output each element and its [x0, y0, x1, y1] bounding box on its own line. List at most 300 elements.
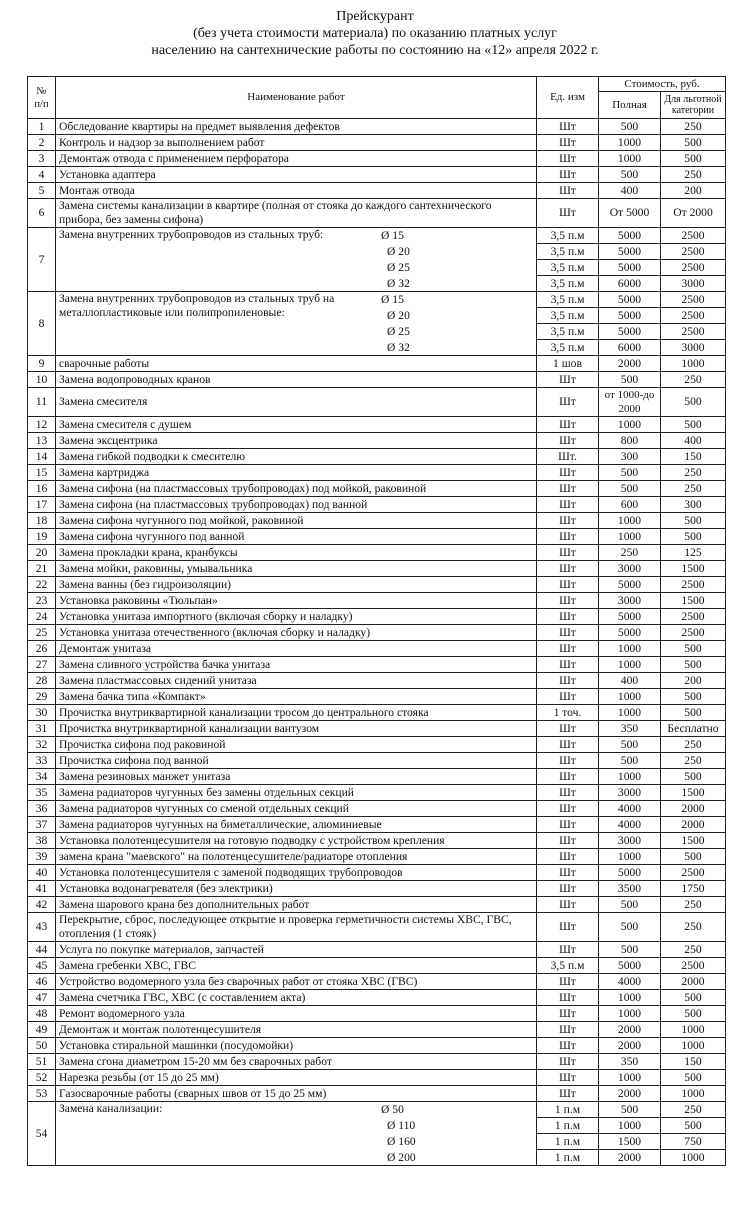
full-price-cell: от 1000-до 2000 — [599, 388, 661, 417]
table-row — [28, 372, 726, 388]
table-row — [28, 183, 726, 199]
full-price-cell: 500 — [599, 119, 661, 135]
discount-price-cell: 250 — [661, 753, 726, 769]
full-price-cell: От 5000 — [599, 199, 661, 228]
full-price-cell: 500 — [599, 465, 661, 481]
table-row — [28, 705, 726, 721]
table-row — [28, 119, 726, 135]
unit-cell: Шт — [537, 1086, 599, 1102]
work-name: Замена бачка типа «Компакт» — [56, 689, 537, 705]
work-name: Замена системы канализации в квартире (полная от стояка до каждого сантехнического прибора, без замены сифона) — [56, 199, 537, 228]
table-row — [28, 577, 726, 593]
table-row — [28, 545, 726, 561]
diameter-label: Ø 50 — [381, 1103, 404, 1116]
table-row — [28, 753, 726, 769]
discount-price-cell: 500 — [661, 1070, 726, 1086]
full-price-cell: 800 — [599, 433, 661, 449]
table-row — [28, 1006, 726, 1022]
table-row — [28, 1022, 726, 1038]
table-row — [28, 833, 726, 849]
full-price-cell: 3500 — [599, 881, 661, 897]
unit-cell: 3,5 п.м — [537, 340, 599, 356]
full-price-cell: 4000 — [599, 974, 661, 990]
row-number: 2 — [28, 135, 56, 151]
discount-price-cell: 2000 — [661, 817, 726, 833]
full-price-cell: 500 — [599, 372, 661, 388]
unit-cell: Шт — [537, 865, 599, 881]
work-name: Замена счетчика ГВС, ХВС (с составлением акта) — [56, 990, 537, 1006]
unit-cell: Шт — [537, 881, 599, 897]
diameter-label: Ø 25 — [387, 261, 410, 274]
work-name: Установка стиральной машинки (посудомойки) — [56, 1038, 537, 1054]
table-row — [28, 449, 726, 465]
title-line-1: Прейскурант — [336, 9, 414, 24]
row-number: 45 — [28, 958, 56, 974]
discount-price-cell: 2500 — [661, 308, 726, 324]
full-price-cell: 5000 — [599, 625, 661, 641]
work-name: Замена гибкой подводки к смесителю — [56, 449, 537, 465]
full-price-cell: 3000 — [599, 561, 661, 577]
table-row — [28, 689, 726, 705]
row-number: 32 — [28, 737, 56, 753]
row-number: 12 — [28, 417, 56, 433]
discount-price-cell: 150 — [661, 1054, 726, 1070]
diameter-list — [381, 1102, 416, 1166]
table-row — [28, 990, 726, 1006]
discount-price-cell: 250 — [661, 465, 726, 481]
full-price-cell: 2000 — [599, 1086, 661, 1102]
work-name: Замена сифона (на пластмассовых трубопроводах) под мойкой, раковиной — [56, 481, 537, 497]
work-name: Замена внутренних трубопроводов из стальных труб: — [59, 228, 324, 241]
row-number: 4 — [28, 167, 56, 183]
unit-cell: Шт — [537, 167, 599, 183]
row-number: 54 — [28, 1102, 56, 1166]
unit-cell: Шт — [537, 817, 599, 833]
discount-price-cell: 750 — [661, 1134, 726, 1150]
discount-price-cell: 500 — [661, 135, 726, 151]
full-price-cell: 3000 — [599, 785, 661, 801]
work-name: Замена шарового крана без дополнительных работ — [56, 897, 537, 913]
unit-cell: Шт — [537, 641, 599, 657]
table-row — [28, 865, 726, 881]
table-row — [28, 292, 726, 308]
full-price-cell: 2000 — [599, 1022, 661, 1038]
full-price-cell: 1500 — [599, 1134, 661, 1150]
full-price-cell: 1000 — [599, 705, 661, 721]
unit-cell: Шт — [537, 529, 599, 545]
price-table — [27, 76, 726, 1166]
work-name: Установка водонагревателя (без электрики) — [56, 881, 537, 897]
table-row — [28, 199, 726, 228]
discount-price-cell: 500 — [661, 990, 726, 1006]
diameter-label: Ø 20 — [387, 245, 410, 258]
row-number: 7 — [28, 228, 56, 292]
work-name: Обследование квартиры на предмет выявления дефектов — [56, 119, 537, 135]
row-number: 9 — [28, 356, 56, 372]
row-number: 1 — [28, 119, 56, 135]
row-number: 3 — [28, 151, 56, 167]
full-price-cell: 1000 — [599, 657, 661, 673]
header-cost: Стоимость, руб. — [599, 77, 726, 92]
price-table-body — [28, 119, 726, 1166]
full-price-cell: 1000 — [599, 1006, 661, 1022]
full-price-cell: 350 — [599, 1054, 661, 1070]
unit-cell: Шт — [537, 833, 599, 849]
row-number: 26 — [28, 641, 56, 657]
row-number: 20 — [28, 545, 56, 561]
discount-price-cell: 2500 — [661, 609, 726, 625]
discount-price-cell: 1000 — [661, 1086, 726, 1102]
diameter-label: Ø 20 — [387, 309, 410, 322]
work-name: Установка унитаза импортного (включая сборку и наладку) — [56, 609, 537, 625]
unit-cell: Шт — [537, 753, 599, 769]
row-number: 24 — [28, 609, 56, 625]
table-row — [28, 1038, 726, 1054]
unit-cell: 3,5 п.м — [537, 292, 599, 308]
full-price-cell: 4000 — [599, 801, 661, 817]
unit-cell: 1 точ. — [537, 705, 599, 721]
table-row — [28, 785, 726, 801]
table-row — [28, 974, 726, 990]
full-price-cell: 1000 — [599, 769, 661, 785]
unit-cell: Шт — [537, 673, 599, 689]
work-name: Устройство водомерного узла без сварочных работ от стояка ХВС (ГВС) — [56, 974, 537, 990]
header-unit: Ед. изм — [537, 77, 599, 119]
discount-price-cell: 500 — [661, 641, 726, 657]
table-row — [28, 1054, 726, 1070]
row-number: 13 — [28, 433, 56, 449]
work-name-cell — [56, 292, 537, 356]
row-number: 51 — [28, 1054, 56, 1070]
unit-cell: Шт — [537, 151, 599, 167]
work-name: Замена резиновых манжет унитаза — [56, 769, 537, 785]
discount-price-cell: 500 — [661, 705, 726, 721]
header-full-price: Полная — [599, 92, 661, 119]
table-row — [28, 465, 726, 481]
full-price-cell: 5000 — [599, 609, 661, 625]
discount-price-cell: 500 — [661, 529, 726, 545]
table-row — [28, 801, 726, 817]
diameter-label: Ø 25 — [387, 325, 410, 338]
unit-cell: Шт — [537, 657, 599, 673]
full-price-cell: 500 — [599, 753, 661, 769]
table-row — [28, 513, 726, 529]
discount-price-cell: 300 — [661, 497, 726, 513]
table-row — [28, 135, 726, 151]
unit-cell: Шт — [537, 609, 599, 625]
work-name: Установка унитаза отечественного (включая сборку и наладку) — [56, 625, 537, 641]
work-name: Контроль и надзор за выполнением работ — [56, 135, 537, 151]
unit-cell: Шт — [537, 199, 599, 228]
unit-cell: 3,5 п.м — [537, 260, 599, 276]
discount-price-cell: 2500 — [661, 958, 726, 974]
full-price-cell: 4000 — [599, 817, 661, 833]
full-price-cell: 5000 — [599, 244, 661, 260]
work-name: Замена канализации: — [59, 1102, 163, 1115]
full-price-cell: 2000 — [599, 1038, 661, 1054]
discount-price-cell: 1000 — [661, 1038, 726, 1054]
row-number: 23 — [28, 593, 56, 609]
full-price-cell: 500 — [599, 913, 661, 942]
work-name: Замена смесителя с душем — [56, 417, 537, 433]
table-row — [28, 1086, 726, 1102]
unit-cell: Шт — [537, 769, 599, 785]
row-number: 21 — [28, 561, 56, 577]
full-price-cell: 5000 — [599, 260, 661, 276]
discount-price-cell: 2000 — [661, 974, 726, 990]
row-number: 17 — [28, 497, 56, 513]
row-number: 15 — [28, 465, 56, 481]
unit-cell: Шт — [537, 1054, 599, 1070]
row-number: 6 — [28, 199, 56, 228]
full-price-cell: 1000 — [599, 1118, 661, 1134]
discount-price-cell: 250 — [661, 1102, 726, 1118]
row-number: 37 — [28, 817, 56, 833]
full-price-cell: 1000 — [599, 151, 661, 167]
table-row — [28, 913, 726, 942]
row-number: 31 — [28, 721, 56, 737]
discount-price-cell: 150 — [661, 449, 726, 465]
row-number: 11 — [28, 388, 56, 417]
unit-cell: 1 п.м — [537, 1134, 599, 1150]
table-row — [28, 356, 726, 372]
full-price-cell: 600 — [599, 497, 661, 513]
discount-price-cell: 500 — [661, 1118, 726, 1134]
discount-price-cell: 1500 — [661, 785, 726, 801]
diameter-label: Ø 160 — [387, 1135, 416, 1148]
full-price-cell: 3000 — [599, 833, 661, 849]
row-number: 30 — [28, 705, 56, 721]
unit-cell: Шт — [537, 372, 599, 388]
unit-cell: Шт — [537, 183, 599, 199]
discount-price-cell: 500 — [661, 769, 726, 785]
full-price-cell: 1000 — [599, 1070, 661, 1086]
diameter-label: Ø 32 — [387, 277, 410, 290]
work-name: Замена сифона чугунного под ванной — [56, 529, 537, 545]
work-name: Замена прокладки крана, кранбуксы — [56, 545, 537, 561]
full-price-cell: 3000 — [599, 593, 661, 609]
row-number: 16 — [28, 481, 56, 497]
unit-cell: Шт — [537, 577, 599, 593]
unit-cell: Шт — [537, 388, 599, 417]
unit-cell: 1 п.м — [537, 1118, 599, 1134]
table-row — [28, 1070, 726, 1086]
work-name: Замена радиаторов чугунных на биметаллические, алюминиевые — [56, 817, 537, 833]
work-name: Ремонт водомерного узла — [56, 1006, 537, 1022]
work-name: Замена пластмассовых сидений унитаза — [56, 673, 537, 689]
discount-price-cell: 250 — [661, 481, 726, 497]
work-name: Замена сифона чугунного под мойкой, раковиной — [56, 513, 537, 529]
row-number: 14 — [28, 449, 56, 465]
discount-price-cell: 2500 — [661, 228, 726, 244]
unit-cell: Шт — [537, 417, 599, 433]
table-row — [28, 1102, 726, 1118]
unit-cell: Шт — [537, 135, 599, 151]
full-price-cell: 300 — [599, 449, 661, 465]
discount-price-cell: 250 — [661, 119, 726, 135]
unit-cell: Шт — [537, 625, 599, 641]
unit-cell: Шт — [537, 689, 599, 705]
table-row — [28, 417, 726, 433]
unit-cell: 3,5 п.м — [537, 244, 599, 260]
table-row — [28, 721, 726, 737]
unit-cell: Шт — [537, 481, 599, 497]
full-price-cell: 5000 — [599, 958, 661, 974]
full-price-cell: 500 — [599, 167, 661, 183]
unit-cell: Шт — [537, 990, 599, 1006]
diameter-label: Ø 32 — [387, 341, 410, 354]
table-row — [28, 849, 726, 865]
unit-cell: 3,5 п.м — [537, 276, 599, 292]
unit-cell: 3,5 п.м — [537, 308, 599, 324]
work-name: Замена радиаторов чугунных без замены отдельных секций — [56, 785, 537, 801]
row-number: 35 — [28, 785, 56, 801]
unit-cell: 3,5 п.м — [537, 228, 599, 244]
full-price-cell: 1000 — [599, 529, 661, 545]
unit-cell: Шт — [537, 119, 599, 135]
discount-price-cell: 2000 — [661, 801, 726, 817]
work-name: Замена смесителя — [56, 388, 537, 417]
full-price-cell: 500 — [599, 942, 661, 958]
row-number: 18 — [28, 513, 56, 529]
header-discount-price: Для льготной категории — [661, 92, 726, 119]
discount-price-cell: Бесплатно — [661, 721, 726, 737]
full-price-cell: 5000 — [599, 292, 661, 308]
work-name: Демонтаж отвода с применением перфоратора — [56, 151, 537, 167]
table-row — [28, 897, 726, 913]
discount-price-cell: 400 — [661, 433, 726, 449]
row-number: 47 — [28, 990, 56, 1006]
row-number: 27 — [28, 657, 56, 673]
discount-price-cell: 2500 — [661, 865, 726, 881]
table-row — [28, 942, 726, 958]
full-price-cell: 6000 — [599, 276, 661, 292]
table-row — [28, 593, 726, 609]
row-number: 53 — [28, 1086, 56, 1102]
discount-price-cell: 500 — [661, 849, 726, 865]
discount-price-cell: 250 — [661, 372, 726, 388]
table-row — [28, 561, 726, 577]
work-name: Замена радиаторов чугунных со сменой отдельных секций — [56, 801, 537, 817]
work-name: Услуга по покупке материалов, запчастей — [56, 942, 537, 958]
unit-cell: Шт — [537, 913, 599, 942]
table-row — [28, 609, 726, 625]
unit-cell: 3,5 п.м — [537, 324, 599, 340]
unit-cell: Шт — [537, 513, 599, 529]
row-number: 46 — [28, 974, 56, 990]
discount-price-cell: 1000 — [661, 1022, 726, 1038]
row-number: 52 — [28, 1070, 56, 1086]
full-price-cell: 1000 — [599, 689, 661, 705]
discount-price-cell: 500 — [661, 513, 726, 529]
table-row — [28, 641, 726, 657]
full-price-cell: 1000 — [599, 417, 661, 433]
title-line-3: населению на сантехнические работы по состоянию на «12» апреля 2022 г. — [151, 43, 599, 58]
diameter-label: Ø 15 — [381, 293, 404, 306]
discount-price-cell: 500 — [661, 657, 726, 673]
unit-cell: Шт — [537, 974, 599, 990]
full-price-cell: 5000 — [599, 228, 661, 244]
diameter-label: Ø 200 — [387, 1151, 416, 1164]
discount-price-cell: 1750 — [661, 881, 726, 897]
work-name: Установка полотенцесушителя с заменой подводящих трубопроводов — [56, 865, 537, 881]
table-row — [28, 673, 726, 689]
header-work-name: Наименование работ — [56, 77, 537, 119]
diameter-label: Ø 110 — [387, 1119, 416, 1132]
work-name: Замена сливного устройства бачка унитаза — [56, 657, 537, 673]
discount-price-cell: 1500 — [661, 561, 726, 577]
full-price-cell: 400 — [599, 183, 661, 199]
discount-price-cell: 250 — [661, 737, 726, 753]
full-price-cell: 1000 — [599, 849, 661, 865]
row-number: 48 — [28, 1006, 56, 1022]
discount-price-cell: 250 — [661, 167, 726, 183]
table-row — [28, 151, 726, 167]
unit-cell: Шт — [537, 1038, 599, 1054]
row-number: 19 — [28, 529, 56, 545]
discount-price-cell: 250 — [661, 942, 726, 958]
table-row — [28, 737, 726, 753]
discount-price-cell: 3000 — [661, 276, 726, 292]
unit-cell: Шт — [537, 897, 599, 913]
unit-cell: Шт — [537, 801, 599, 817]
full-price-cell: 500 — [599, 481, 661, 497]
row-number: 28 — [28, 673, 56, 689]
row-number: 39 — [28, 849, 56, 865]
table-row — [28, 881, 726, 897]
row-number: 49 — [28, 1022, 56, 1038]
row-number: 38 — [28, 833, 56, 849]
document-heading — [0, 0, 750, 59]
discount-price-cell: 2500 — [661, 577, 726, 593]
table-row — [28, 481, 726, 497]
table-row — [28, 769, 726, 785]
row-number: 5 — [28, 183, 56, 199]
table-row — [28, 657, 726, 673]
unit-cell: Шт. — [537, 449, 599, 465]
row-number: 29 — [28, 689, 56, 705]
unit-cell: Шт — [537, 1022, 599, 1038]
table-row — [28, 167, 726, 183]
full-price-cell: 5000 — [599, 308, 661, 324]
work-name: Прочистка сифона под ванной — [56, 753, 537, 769]
table-row — [28, 228, 726, 244]
full-price-cell: 1000 — [599, 135, 661, 151]
work-name-cell — [56, 228, 537, 292]
discount-price-cell: 250 — [661, 897, 726, 913]
table-row — [28, 625, 726, 641]
unit-cell: Шт — [537, 737, 599, 753]
work-name: Прочистка внутриквартирной канализации тросом до центрального стояка — [56, 705, 537, 721]
discount-price-cell: 1000 — [661, 1150, 726, 1166]
discount-price-cell: 2500 — [661, 625, 726, 641]
diameter-list — [381, 292, 410, 356]
work-name: Установка раковины «Тюльпан» — [56, 593, 537, 609]
row-number: 43 — [28, 913, 56, 942]
discount-price-cell: 200 — [661, 673, 726, 689]
work-name: Демонтаж и монтаж полотенцесушителя — [56, 1022, 537, 1038]
row-number: 36 — [28, 801, 56, 817]
row-number: 34 — [28, 769, 56, 785]
discount-price-cell: 500 — [661, 1006, 726, 1022]
full-price-cell: 250 — [599, 545, 661, 561]
row-number: 22 — [28, 577, 56, 593]
full-price-cell: 500 — [599, 737, 661, 753]
full-price-cell: 6000 — [599, 340, 661, 356]
row-number: 25 — [28, 625, 56, 641]
unit-cell: Шт — [537, 433, 599, 449]
table-row — [28, 433, 726, 449]
